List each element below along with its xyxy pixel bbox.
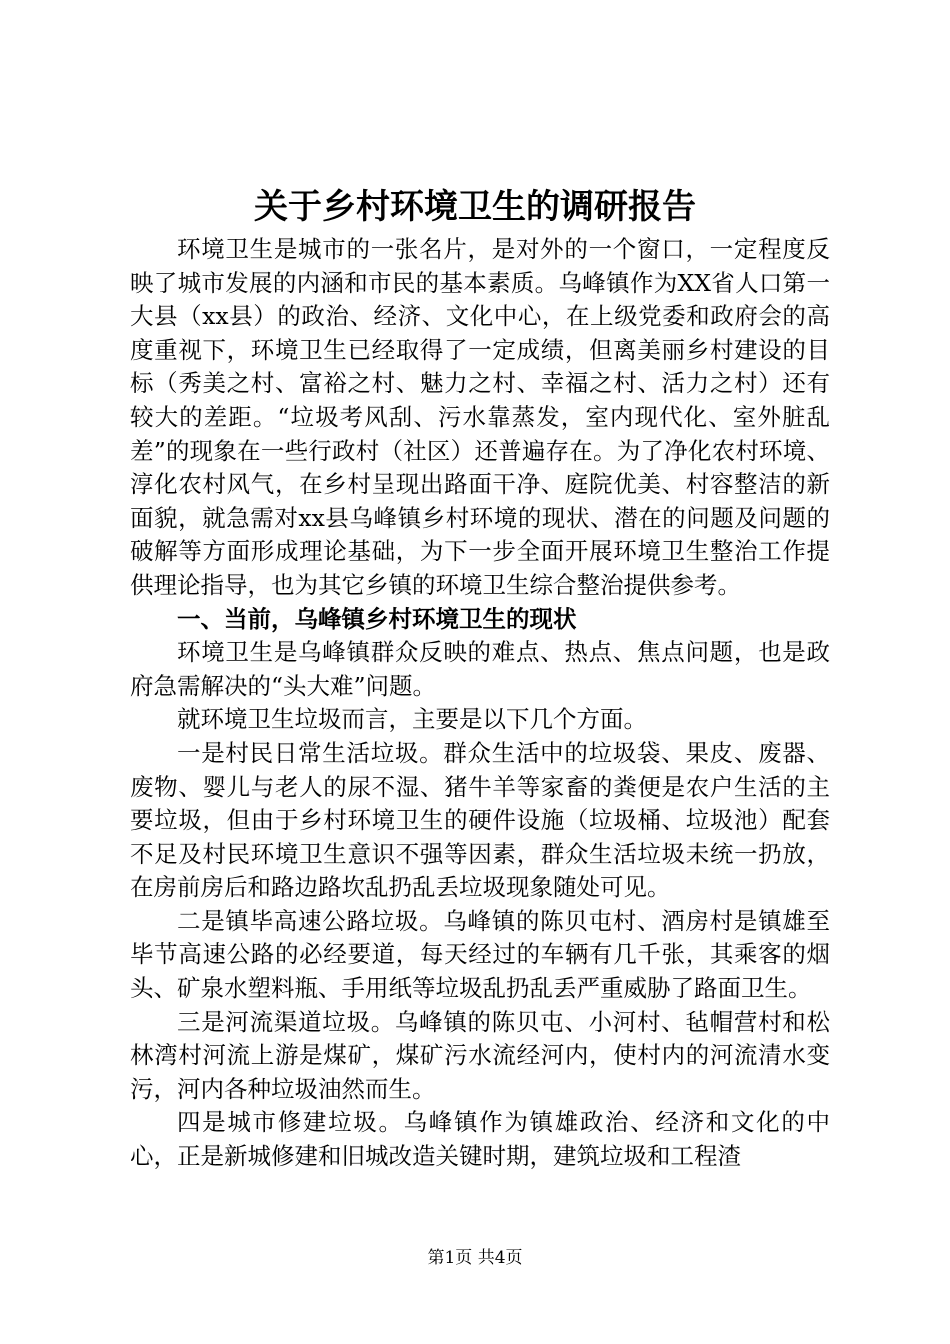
body-paragraph: 四是城市修建垃圾。乌峰镇作为镇雄政治、经济和文化的中心，正是新城修建和旧城改造关键时期，建筑垃圾和工程渣 <box>130 1108 830 1171</box>
body-paragraph: 二是镇毕高速公路垃圾。乌峰镇的陈贝屯村、酒房村是镇雄至毕节高速公路的必经要道，每天经过的车辆有几千张，其乘客的烟头、矿泉水塑料瓶、手用纸等垃圾乱扔乱丢严重威胁了路面卫生。 <box>130 906 830 1003</box>
page-number-footer: 第1页 共4页 <box>427 1248 523 1268</box>
intro-paragraph: 环境卫生是城市的一张名片，是对外的一个窗口，一定程度反映了城市发展的内涵和市民的基本素质。乌峰镇作为XX省人口第一大县（xx县）的政治、经济、文化中心，在上级党委和政府会的高度重视下，环境卫生已经取得了一定成绩，但离美丽乡村建设的目标（秀美之村、富裕之村、魅力之村、幸福之村、活力之村）还有较大的差距。“垃圾考风刮、污水靠蒸发，室内现代化、室外脏乱差”的现象在一些行政村（社区）还普遍存在。为了净化农村环境、淳化农村风气，在乡村呈现出路面干净、庭院优美、村容整洁的新面貌，就急需对xx县乌峰镇乡村环境的现状、潜在的问题及问题的破解等方面形成理论基础，为下一步全面开展环境卫生整治工作提供理论指导，也为其它乡镇的环境卫生综合整治提供参考。 <box>130 235 830 599</box>
body-paragraph: 三是河流渠道垃圾。乌峰镇的陈贝屯、小河村、毡帽营村和松林湾村河流上游是煤矿，煤矿污水流经河内，使村内的河流清水变污，河内各种垃圾油然而生。 <box>130 1007 830 1103</box>
section-heading: 一、当前，乌峰镇乡村环境卫生的现状 <box>177 604 577 633</box>
body-paragraph: 就环境卫生垃圾而言，主要是以下几个方面。 <box>177 705 647 734</box>
document-body <box>130 233 830 1174</box>
document-title: 关于乡村环境卫生的调研报告 <box>254 187 696 227</box>
body-paragraph: 环境卫生是乌峰镇群众反映的难点、热点、焦点问题，也是政府急需解决的“头大难”问题。 <box>130 638 830 700</box>
body-paragraph: 一是村民日常生活垃圾。群众生活中的垃圾袋、果皮、废器、废物、婴儿与老人的尿不湿、猪牛羊等家畜的粪便是农户生活的主要垃圾，但由于乡村环境卫生的硬件设施（垃圾桶、垃圾池）配套不足及村民环境卫生意识不强等因素，群众生活垃圾未统一扔放，在房前房后和路边路坎乱扔乱丢垃圾现象随处可见。 <box>130 738 830 902</box>
